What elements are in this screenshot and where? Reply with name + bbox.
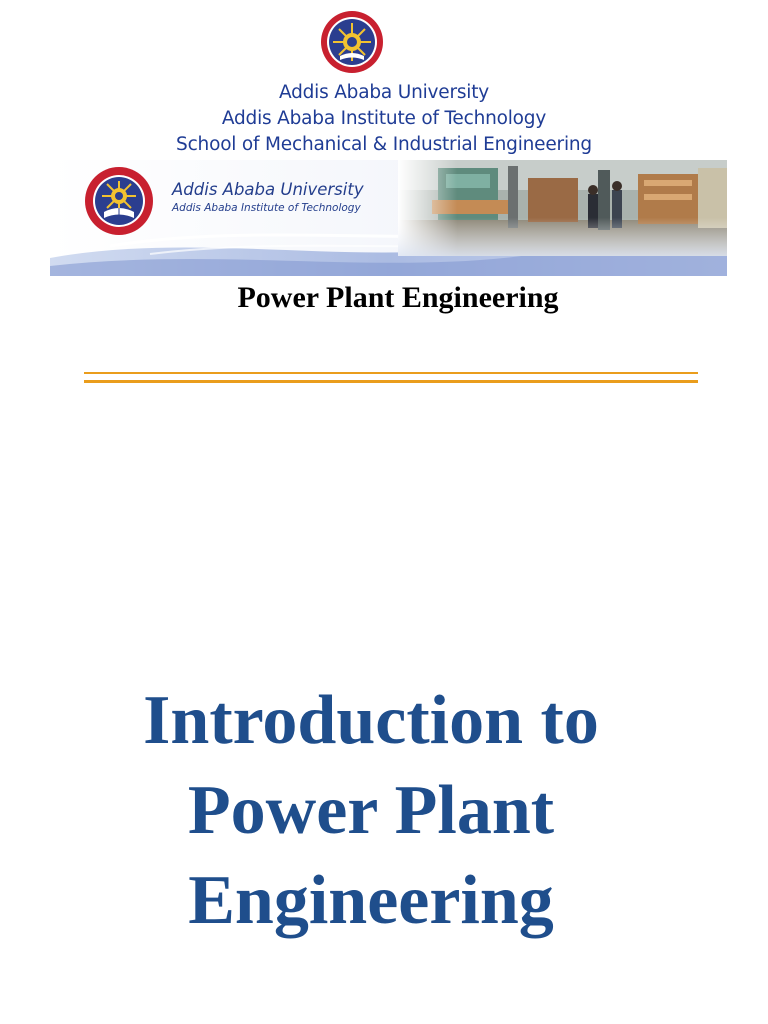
banner-text xyxy=(172,180,364,216)
course-title: Power Plant Engineering xyxy=(237,281,559,314)
banner-seal-icon xyxy=(84,166,154,236)
institution-line-institute: Addis Ababa Institute of Technology xyxy=(221,108,547,129)
banner-subtitle: Addis Ababa Institute of Technology xyxy=(172,202,361,214)
institution-header xyxy=(0,80,768,158)
institution-line-university: Addis Ababa University xyxy=(278,82,490,103)
main-title-line: Engineering xyxy=(188,862,554,939)
separator-line-top xyxy=(84,372,698,374)
main-title-line: Power Plant xyxy=(187,772,555,849)
institution-line-school: School of Mechanical & Industrial Engineering xyxy=(176,134,592,155)
banner-title: Addis Ababa University xyxy=(172,180,364,199)
main-title xyxy=(0,676,742,946)
main-title-line: Introduction to xyxy=(143,682,599,759)
university-banner xyxy=(50,160,727,276)
university-seal-icon xyxy=(320,10,384,74)
separator-line-bottom xyxy=(84,380,698,383)
laboratory-photo xyxy=(398,160,727,256)
